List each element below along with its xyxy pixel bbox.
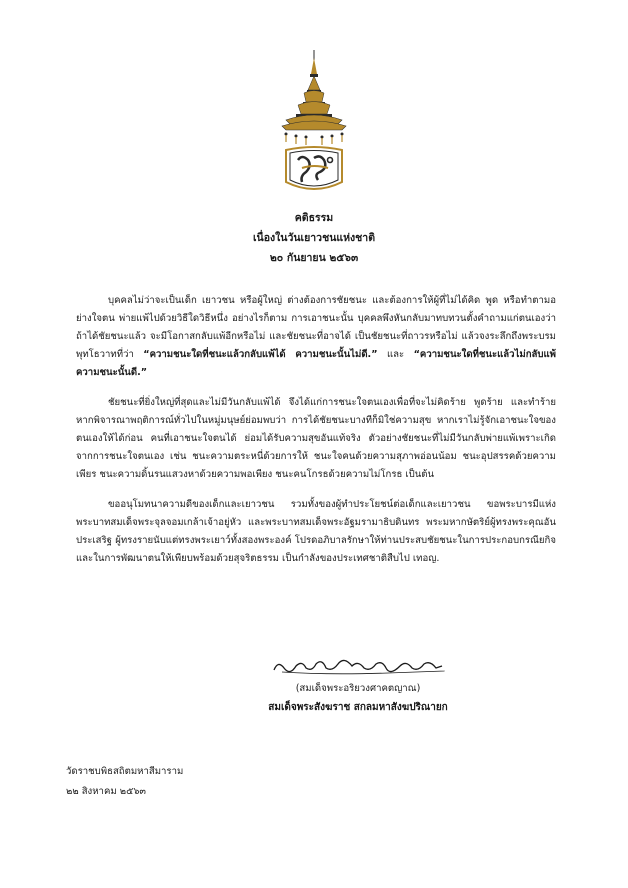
paragraph-1-text: บุคคลไม่ว่าจะเป็นเด็ก เยาวชน หรือผู้ใหญ่ ต่างต้องการชัยชนะ และต้องการให้ผู้ที่ไม่ได้คิด พูด หรือทำตามอย่างใจตน พ่ายแพ้ไปด้วยวิธีใดวิธีหนึ่ง อย่างไรก็ตาม การเอาชนะนั้น บุคคลพึงหันกลับมาทบทวนตั้งคำถามแก่ตนเองว่า ถ้าได้ชัยชนะแล้ว จะมีโอกาสกลับแพ้อีกหรือไม่ และชัยชนะที่อาจได้ เป็นชัยชนะที่ถาวรหรือไม่ แล้วจงระลึกถึงพระบรมพุทโธวาทที่ว่า [76, 295, 556, 360]
quote-2: “ความชนะใดที่ชนะแล้วไม่กลับแพ้ ความชนะนั้นดี.” [76, 349, 556, 378]
signatory-title: สมเด็จพระสังฆราช สกลมหาสังฆปริณายก [268, 702, 448, 713]
document-subtitle: เนื่องในวันเยาวชนแห่งชาติ [252, 232, 376, 244]
paragraph-1 [76, 292, 556, 382]
conjunction: และ [377, 349, 414, 360]
footer-date: ๒๒ สิงหาคม ๒๕๖๓ [66, 786, 146, 797]
footer [66, 762, 183, 802]
body-text [76, 292, 556, 580]
quote-1: “ความชนะใดที่ชนะแล้วกลับแพ้ได้ ความชนะนั้นไม่ดี.” [143, 349, 378, 360]
document-date: ๒๐ กันยายน ๒๕๖๓ [269, 252, 359, 264]
footer-place: วัดราชบพิธสถิตมหาสีมาราม [66, 766, 184, 777]
handwritten-signature [268, 656, 448, 676]
paragraph-3: ขออนุโมทนาความดีของเด็กและเยาวชน รวมทั้งของผู้ทำประโยชน์ต่อเด็กและเยาวชน ขอพระบารมีแห่งพระบาทสมเด็จพระจุลจอมเกล้าเจ้าอยู่หัว และพระบาทสมเด็จพระอัฐมรามาธิบดินทร พระมหากษัตริย์ผู้ทรงพระคุณอันประเสริฐ ผู้ทรงรายนับแต่ทรงพระเยาว์ทั้งสองพระองค์ โปรดอภิบาลรักษาให้ท่านประสบชัยชนะในการประกอบกรณียกิจ และในการพัฒนาตนให้เพียบพร้อมด้วยสุจริตธรรม เป็นกำลังของประเทศชาติสืบไป เทอญ. [76, 499, 556, 564]
signatory-name: (สมเด็จพระอริยวงศาคตญาณ) [295, 683, 421, 694]
signature-block [228, 656, 488, 718]
paragraph-2: ชัยชนะที่ยิ่งใหญ่ที่สุดและไม่มีวันกลับแพ้ได้ จึงได้แก่การชนะใจตนเองเพื่อที่จะไม่คิดร้าย พูดร้าย และทำร้าย หากพิจารณาพฤติการณ์ทั่วไปในหมู่มนุษย์ย่อมพบว่า การได้ชัยชนะบางทีก็มิใช่ความสุข หากเราไม่รู้จักเอาชนะใจของตนเองให้ได้ก่อน คนที่เอาชนะใจตนได้ ย่อมได้รับความสุขอันแท้จริง ตัวอย่างชัยชนะที่ไม่มีวันกลับพ่ายแพ้เพราะเกิดจากการชนะใจตนเอง เช่น ชนะความตระหนี่ด้วยการให้ ชนะใจคนด้วยความสุภาพอ่อนน้อม ชนะอุปสรรคด้วยความเพียร ชนะความดิ้นรนแสวงหาด้วยความพอเพียง ชนะคนโกรธด้วยความไม่โกรธ เป็นต้น [76, 397, 556, 480]
supreme-patriarch-emblem-icon [272, 50, 356, 198]
document-title: คติธรรม [294, 212, 334, 224]
